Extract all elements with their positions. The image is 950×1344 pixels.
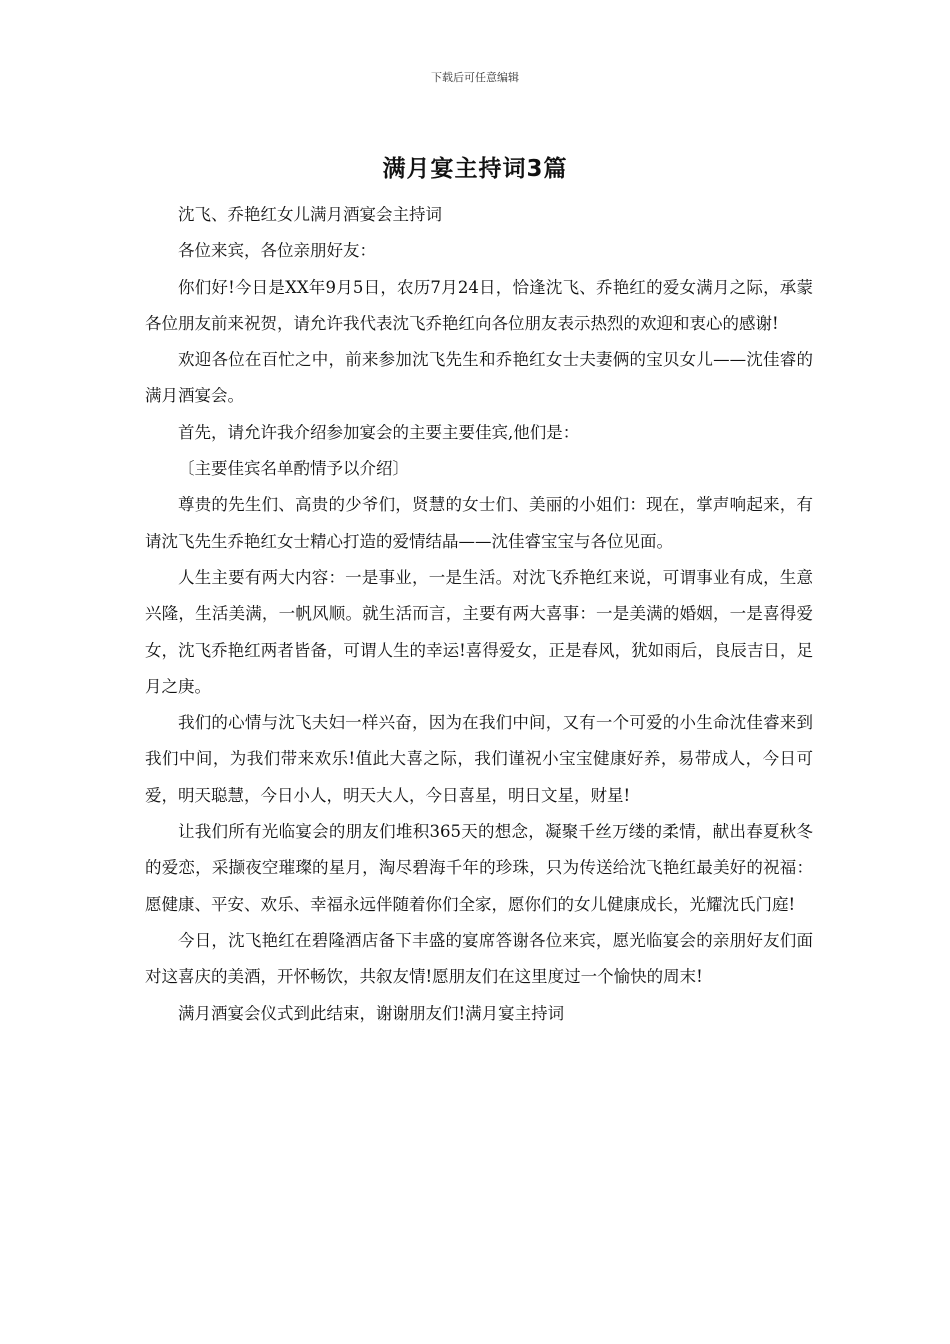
paragraph: 欢迎各位在百忙之中，前来参加沈飞先生和乔艳红女士夫妻俩的宝贝女儿——沈佳睿的满月酒宴会。 xyxy=(145,350,813,406)
paragraph-subtitle: 沈飞、乔艳红女儿满月酒宴会主持词 xyxy=(178,205,442,224)
paragraph: 首先，请允许我介绍参加宴会的主要主要佳宾,他们是： xyxy=(178,422,580,442)
paragraph: 让我们所有光临宴会的朋友们堆积365天的想念，凝聚千丝万缕的柔情，献出春夏秋冬的爱恋，采撷夜空璀璨的星月，淘尽碧海千年的珍珠，只为传送给沈飞艳红最美好的祝福：愿健康、平安、欢乐、幸福永远伴随着你们全家，愿你们的女儿健康成长，光耀沈氏门庭! xyxy=(145,822,813,914)
paragraph: 尊贵的先生们、高贵的少爷们，贤慧的女士们、美丽的小姐们：现在，掌声响起来，有请沈飞先生乔艳红女士精心打造的爱情结晶——沈佳睿宝宝与各位见面。 xyxy=(145,495,813,551)
paragraph-greeting: 各位来宾，各位亲朋好友： xyxy=(178,241,376,261)
paragraph: 人生主要有两大内容：一是事业，一是生活。对沈飞乔艳红来说，可谓事业有成，生意兴隆，生活美满，一帆风顺。就生活而言，主要有两大喜事：一是美满的婚姻，一是喜得爱女，沈飞乔艳红两者皆备，可谓人生的幸运!喜得爱女，正是春风，犹如雨后，良辰吉日，足月之庚。 xyxy=(145,567,813,696)
paragraph: 今日，沈飞艳红在碧隆酒店备下丰盛的宴席答谢各位来宾，愿光临宴会的亲朋好友们面对这喜庆的美酒，开怀畅饮，共叙友情!愿朋友们在这里度过一个愉快的周末! xyxy=(145,930,813,987)
paragraph: 你们好!今日是XX年9月5日，农历7月24日，恰逢沈飞、乔艳红的爱女满月之际，承蒙各位朋友前来祝贺，请允许我代表沈飞乔艳红向各位朋友表示热烈的欢迎和衷心的感谢! xyxy=(145,277,813,333)
paragraph-closing: 满月酒宴会仪式到此结束，谢谢朋友们!满月宴主持词 xyxy=(178,1003,565,1023)
header-note: 下载后可任意编辑 xyxy=(431,71,519,84)
document-title: 满月宴主持词3篇 xyxy=(382,156,568,182)
paragraph: 我们的心情与沈飞夫妇一样兴奋，因为在我们中间，又有一个可爱的小生命沈佳睿来到我们中间，为我们带来欢乐!值此大喜之际，我们谨祝小宝宝健康好养，易带成人，今日可爱，明天聪慧，今日小人，明天大人，今日喜星，明日文星，财星! xyxy=(145,713,813,805)
document-body xyxy=(145,197,813,1032)
paragraph: 〔主要佳宾名单酌情予以介绍〕 xyxy=(178,459,409,479)
